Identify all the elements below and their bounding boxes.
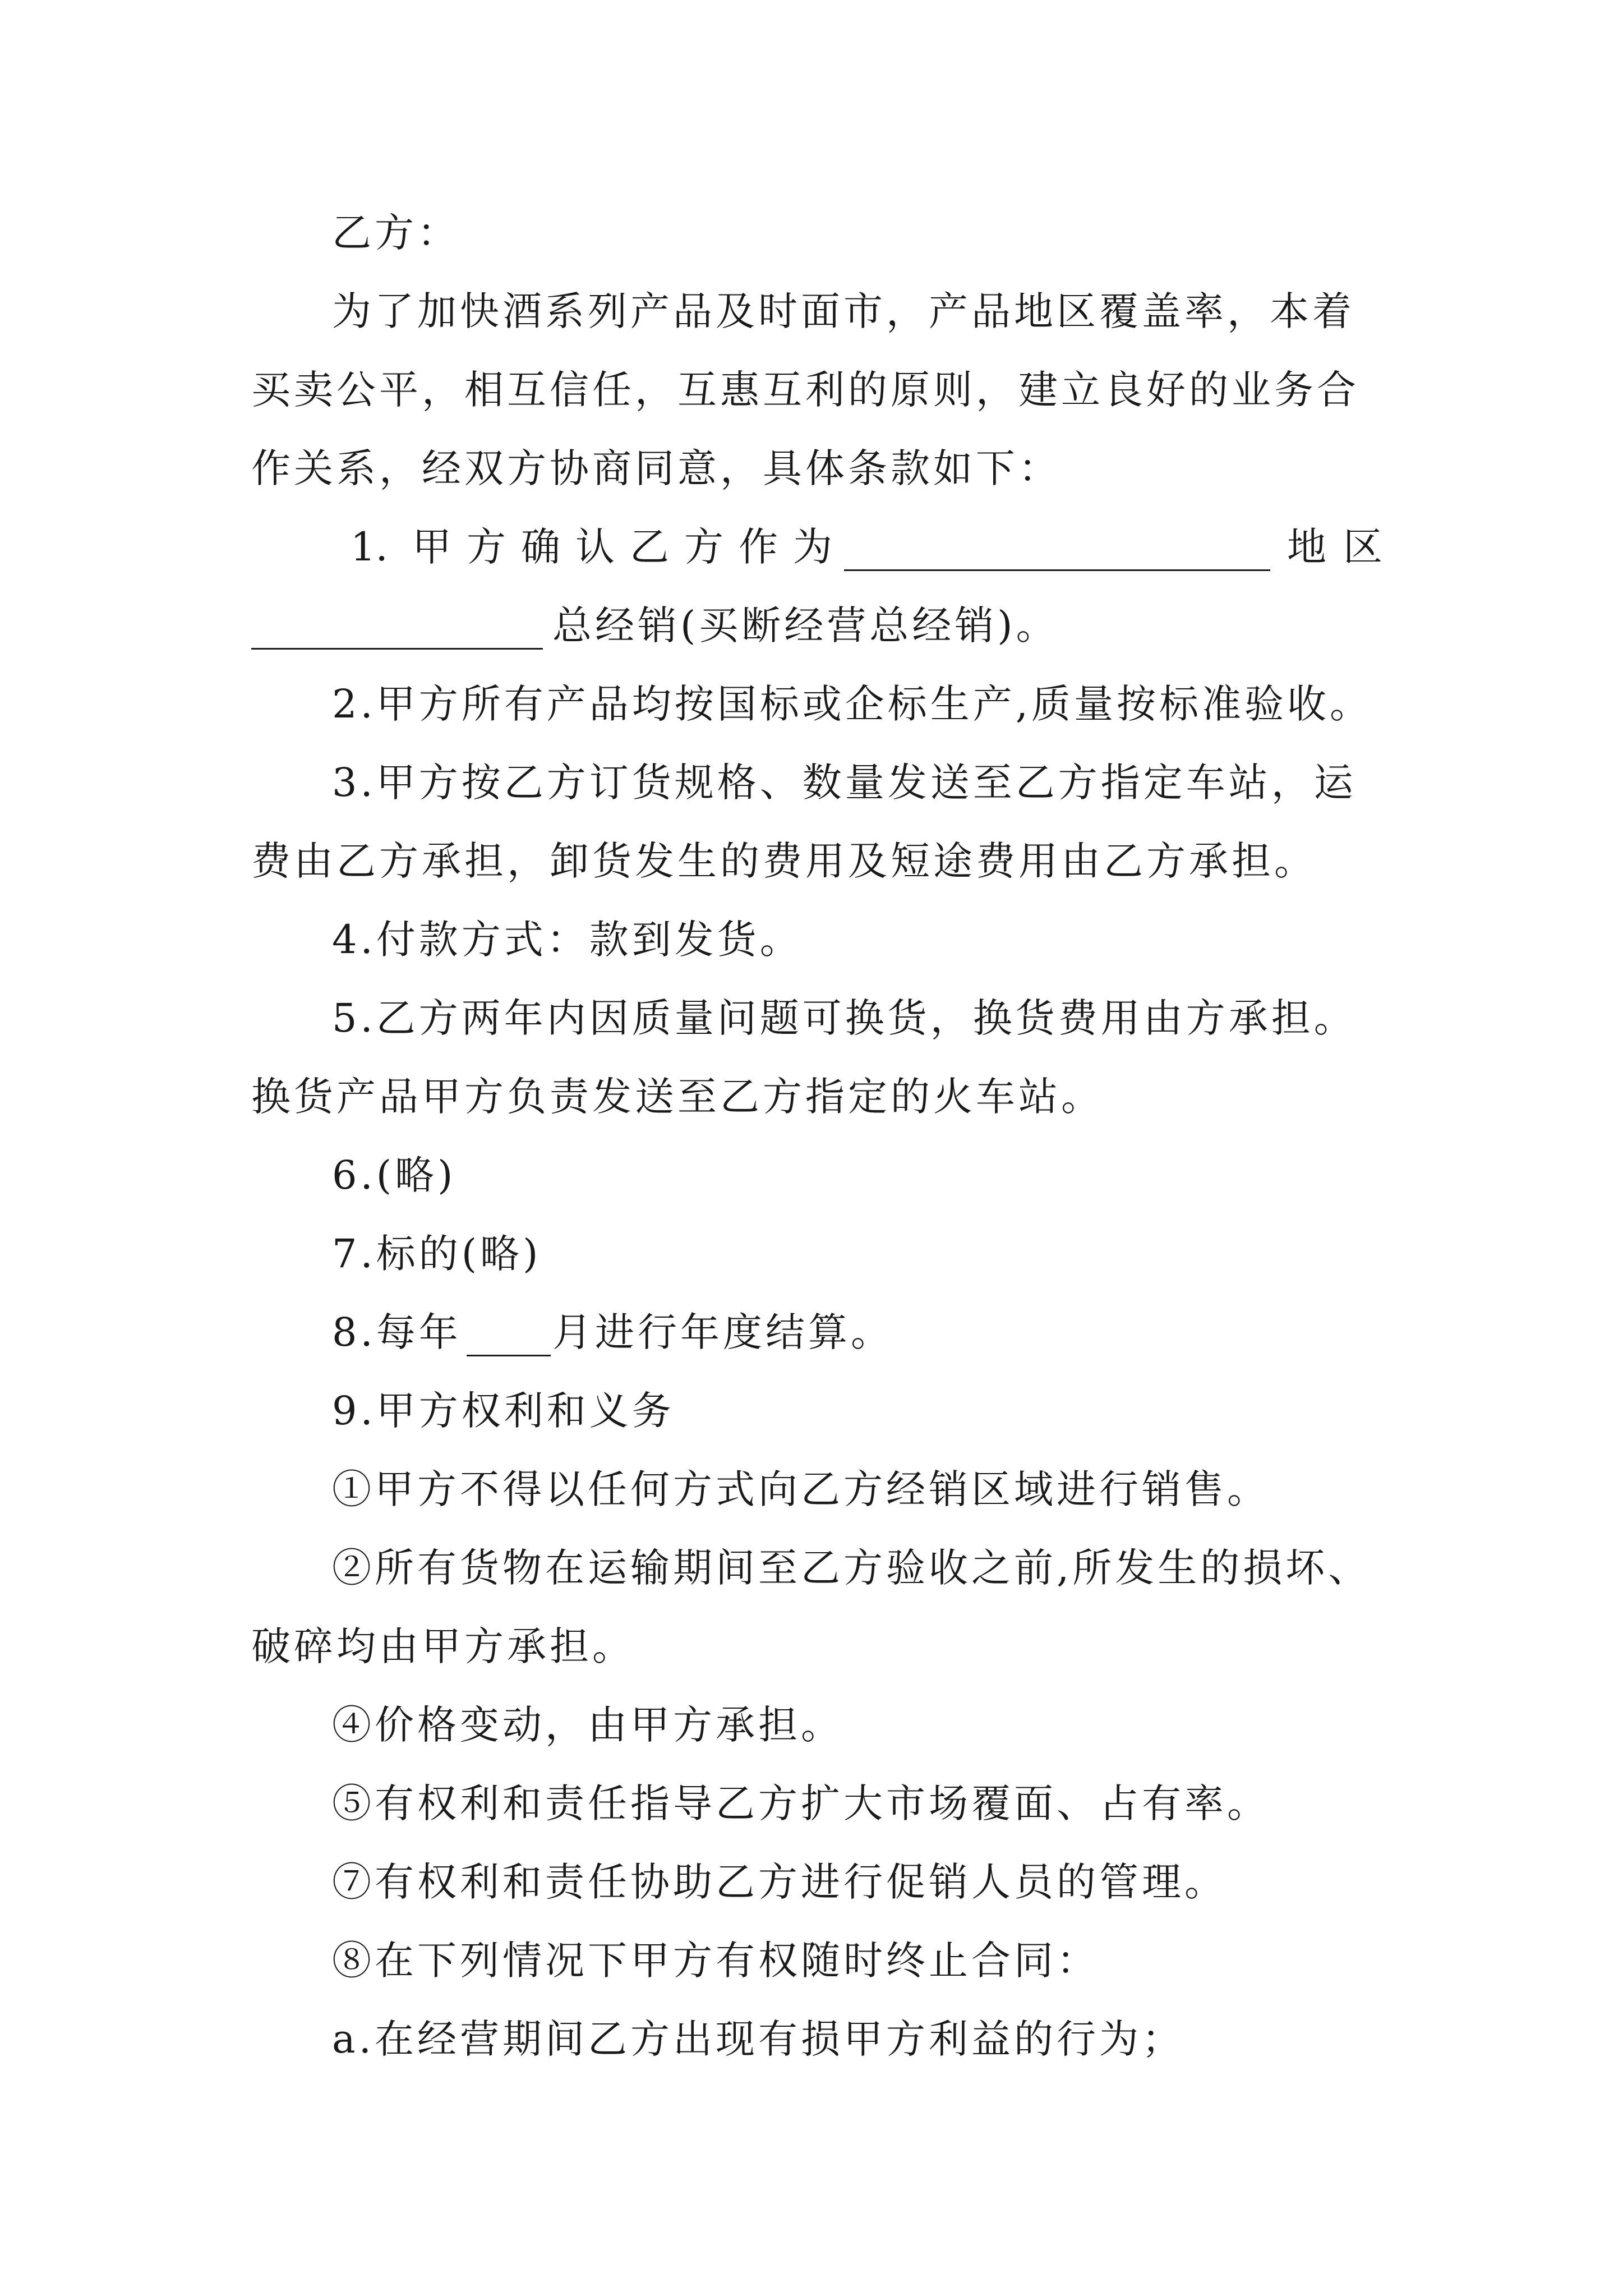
- party-b-label: 乙方：: [332, 210, 460, 256]
- clause-6: 6.(略): [332, 1152, 457, 1198]
- clause-1-char: 确: [521, 524, 560, 570]
- right-2-line-2: 破碎均由甲方承担。: [251, 1623, 635, 1669]
- right-1: ①甲方不得以任何方式向乙方经销区域进行销售。: [332, 1466, 1270, 1512]
- right-8: ⑧在下列情况下甲方有权随时终止合同：: [332, 1938, 1099, 1984]
- clause-1-char: 作: [739, 524, 778, 570]
- region-label: 地区: [1287, 524, 1399, 570]
- intro-line-3: 作关系，经双方协商同意，具体条款如下：: [251, 445, 1061, 491]
- clause-9: 9.甲方权利和义务: [332, 1388, 675, 1434]
- clause-2: 2.甲方所有产品均按国标或企标生产,质量按标准验收。: [332, 681, 1373, 727]
- right-2-line-1: ②所有货物在运输期间至乙方验收之前,所发生的损坏、: [332, 1545, 1371, 1591]
- clause-5-line-1: 5.乙方两年内因质量问题可换货，换货费用由方承担。: [332, 995, 1357, 1041]
- clause-1-char: 甲: [412, 524, 451, 570]
- clause-1-char: 乙: [630, 524, 669, 570]
- clause-8-post: 月进行年度结算。: [552, 1309, 893, 1355]
- intro-line-2: 买卖公平，相互信任，互惠互利的原则，建立良好的业务合: [251, 367, 1359, 413]
- right-5: ⑤有权利和责任指导乙方扩大市场覆面、占有率。: [332, 1780, 1270, 1826]
- clause-3-line-1: 3.甲方按乙方订货规格、数量发送至乙方指定车站，运: [332, 760, 1357, 806]
- right-a: a.在经营期间乙方出现有损甲方利益的行为；: [332, 2016, 1184, 2062]
- clause-1-number: 1.: [351, 524, 388, 570]
- clause-1-tail: 总经销(买断经营总经销)。: [552, 602, 1059, 648]
- clause-5-line-2: 换货产品甲方负责发送至乙方指定的火车站。: [251, 1074, 1104, 1120]
- clause-7: 7.标的(略): [332, 1231, 542, 1277]
- clause-1-char: 认: [575, 524, 615, 570]
- clause-1-char: 方: [467, 524, 506, 570]
- clause-8-pre: 8.每年: [332, 1309, 462, 1355]
- clause-1-char: 为: [793, 524, 832, 570]
- clause-4: 4.付款方式：款到发货。: [332, 917, 803, 963]
- clause-1-char: 方: [684, 524, 723, 570]
- region-blank: [844, 536, 1270, 571]
- intro-line-1: 为了加快酒系列产品及时面市，产品地区覆盖率，本着: [332, 288, 1355, 334]
- month-blank: [467, 1321, 551, 1356]
- right-7: ⑦有权利和责任协助乙方进行促销人员的管理。: [332, 1859, 1227, 1905]
- distributor-blank: [251, 614, 543, 650]
- right-4: ④价格变动，由甲方承担。: [332, 1702, 843, 1748]
- clause-3-line-2: 费由乙方承担，卸货发生的费用及短途费用由乙方承担。: [251, 838, 1317, 884]
